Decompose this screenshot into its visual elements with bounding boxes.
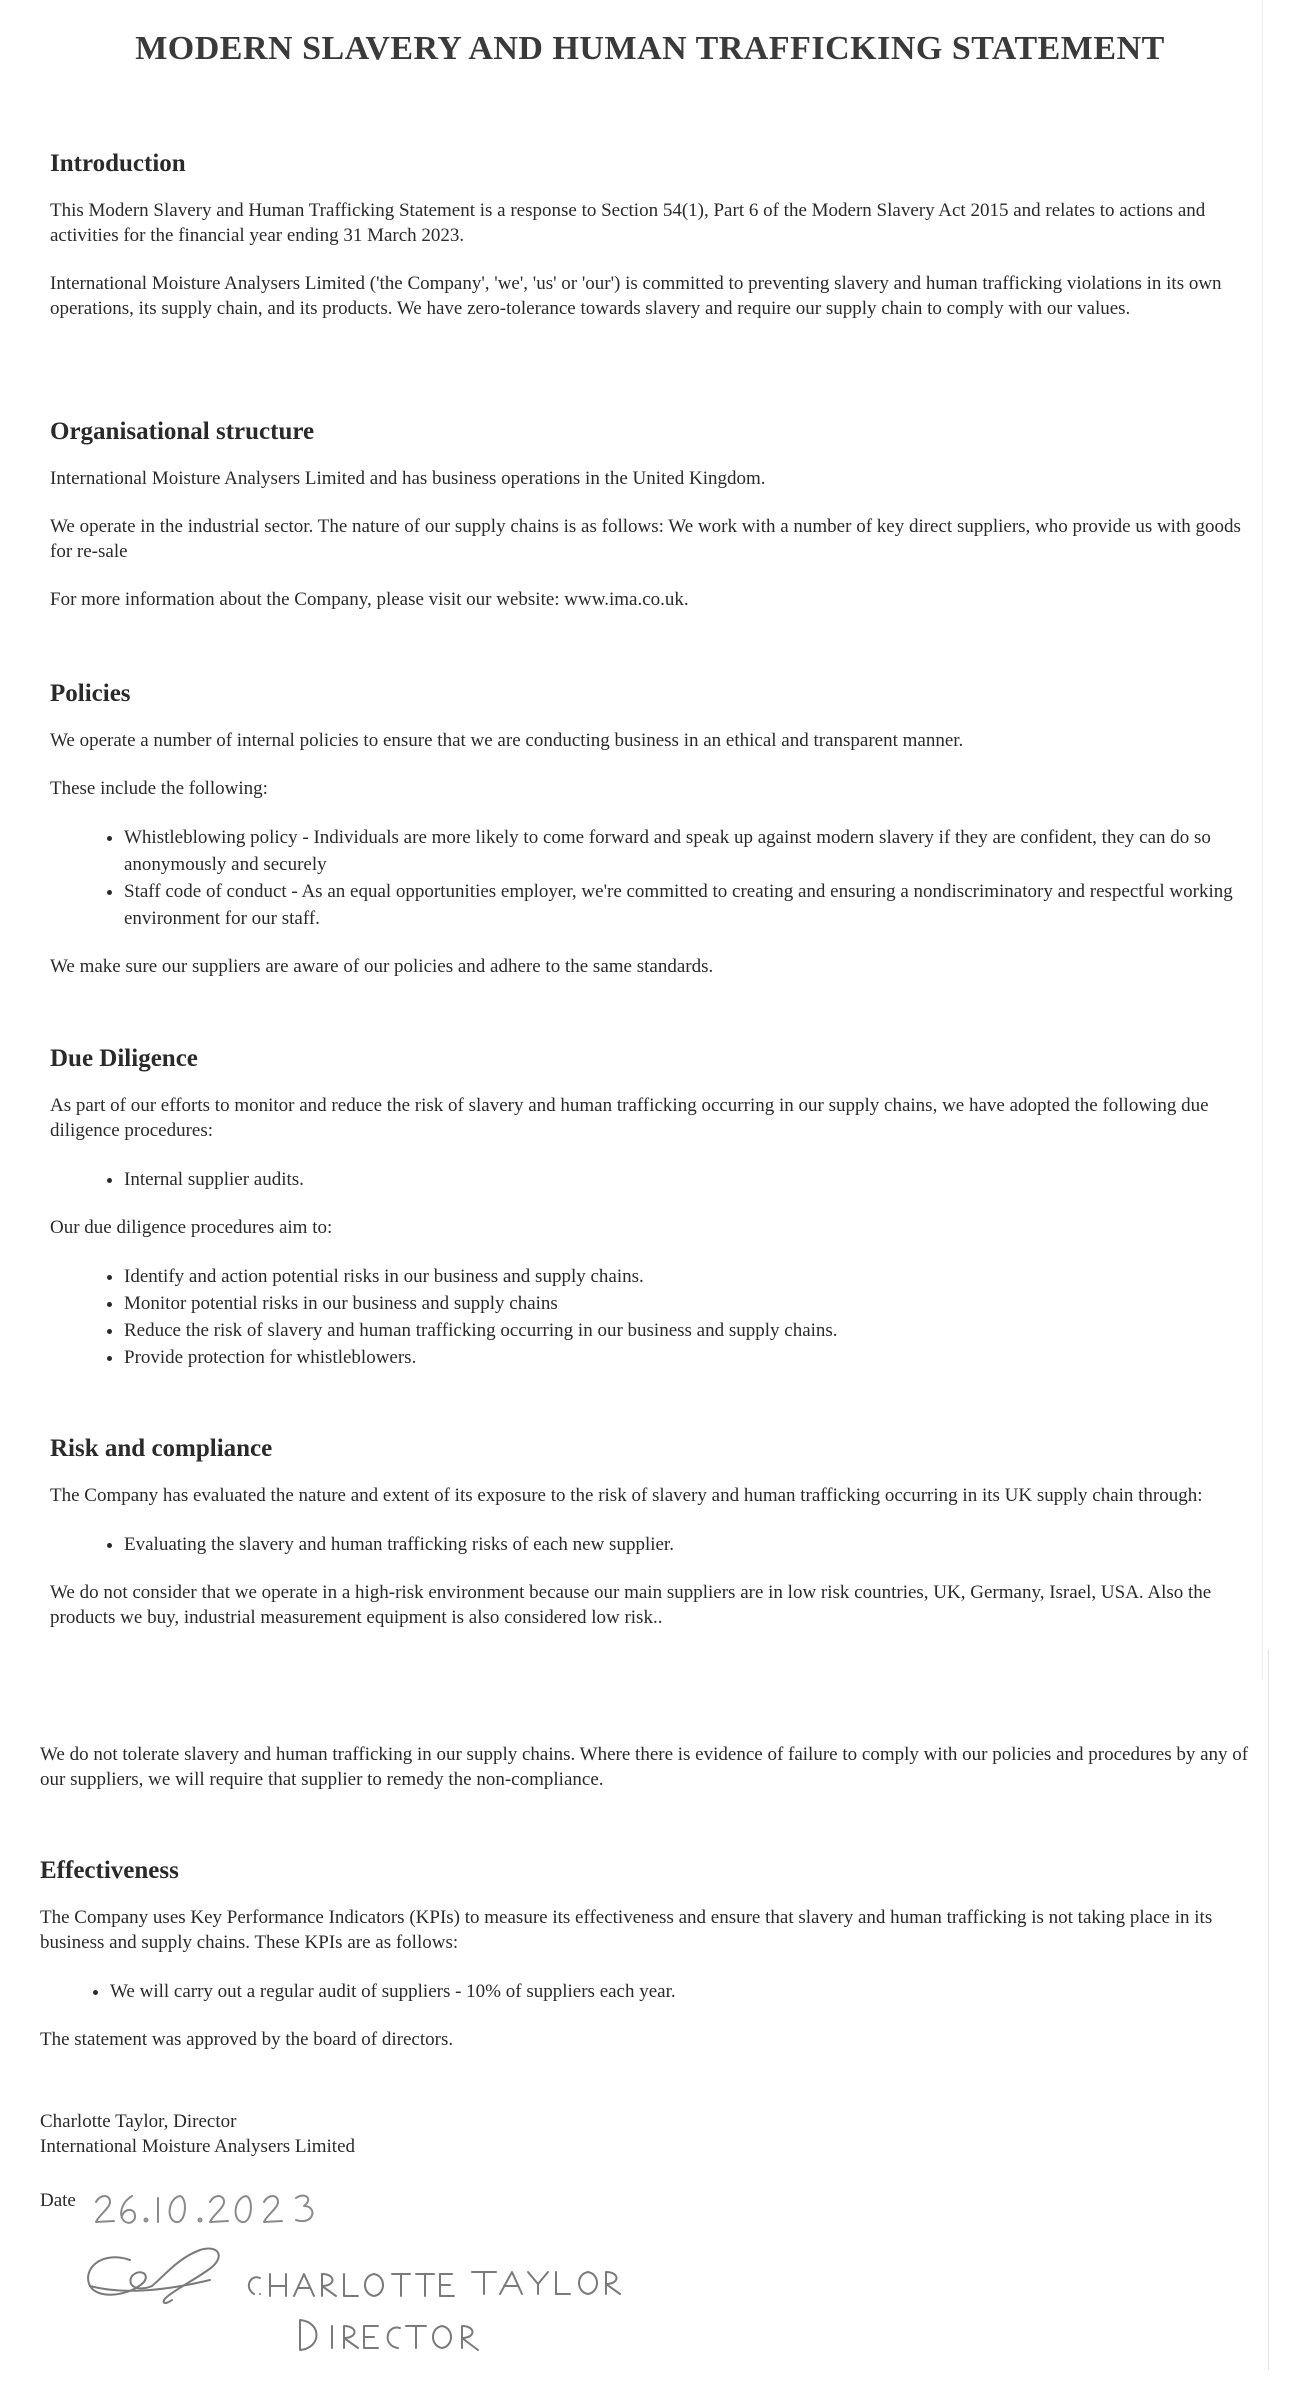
- section-due-diligence: [50, 1045, 1250, 1393]
- signatory-company: International Moisture Analysers Limited: [40, 2136, 356, 2157]
- aims-list: [50, 1263, 1250, 1371]
- handwritten-date: [92, 2184, 352, 2234]
- paragraph: These include the following:: [50, 778, 268, 799]
- paragraph: The Company has evaluated the nature and extent of its exposure to the risk of slavery and human trafficking occurring in its UK supply chain through:: [50, 1485, 1203, 1506]
- list-item: • Internal supplier audits.: [124, 1166, 1250, 1193]
- paragraph: We make sure our suppliers are aware of our policies and adhere to the same standards.: [50, 956, 714, 977]
- scan-edge-line: [1268, 1650, 1269, 2370]
- section-risk-compliance-continued: [40, 1742, 1255, 1815]
- section-policies: [50, 680, 1250, 1002]
- handwritten-signature: [60, 2230, 760, 2380]
- signoff-block: [40, 2109, 1255, 2159]
- date-label: Date: [40, 2190, 76, 2211]
- policy-list: [50, 824, 1250, 932]
- signature-area: [60, 2230, 760, 2380]
- paragraph: International Moisture Analysers Limited and has business operations in the United Kingdom.: [50, 468, 766, 489]
- list-item: • Reduce the risk of slavery and human trafficking occurring in our business and supply chains.: [124, 1317, 1250, 1344]
- paragraph: The statement was approved by the board of directors.: [40, 2029, 454, 2050]
- paragraph: Our due diligence procedures aim to:: [50, 1217, 333, 1238]
- paragraph: This Modern Slavery and Human Trafficking Statement is a response to Section 54(1), Part 6 of the Modern Slavery Act 2015 and relates to actions and activities for the financial year ending 31 March 2023.: [50, 200, 1206, 246]
- section-heading: Effectiveness: [40, 1857, 179, 1884]
- list-item: • Whistleblowing policy - Individuals are more likely to come forward and speak up against modern slavery if they are confident, they can do so anonymously and securely: [124, 824, 1250, 878]
- signatory-name: Charlotte Taylor, Director: [40, 2111, 237, 2132]
- section-heading: Organisational structure: [50, 418, 315, 445]
- paragraph: We do not tolerate slavery and human trafficking in our supply chains. Where there is evidence of failure to comply with our policies and procedures by any of our suppliers, we will require that supplier to remedy the non-compliance.: [40, 1744, 1249, 1790]
- risk-list: [50, 1531, 1250, 1558]
- list-item: • Evaluating the slavery and human trafficking risks of each new supplier.: [124, 1531, 1250, 1558]
- list-item: • We will carry out a regular audit of suppliers - 10% of suppliers each year.: [110, 1978, 1255, 2005]
- scan-edge-line: [1262, 0, 1263, 1680]
- paragraph: We do not consider that we operate in a high-risk environment because our main suppliers are in low risk countries, UK, Germany, Israel, USA. Also the products we buy, industrial measurement equipment is also considered low risk..: [50, 1582, 1212, 1628]
- section-effectiveness: [40, 1857, 1255, 2075]
- section-heading: Due Diligence: [50, 1045, 198, 1072]
- list-item: • Identify and action potential risks in our business and supply chains.: [124, 1263, 1250, 1290]
- section-heading: Introduction: [50, 150, 186, 177]
- section-heading: Policies: [50, 680, 131, 707]
- paragraph: For more information about the Company, please visit our website: www.ima.co.uk.: [50, 589, 689, 610]
- procedure-list: [50, 1166, 1250, 1193]
- section-organisational-structure: [50, 418, 1250, 635]
- list-item: • Monitor potential risks in our business and supply chains: [124, 1290, 1250, 1317]
- section-heading: Risk and compliance: [50, 1435, 273, 1462]
- section-introduction: [50, 150, 1250, 344]
- section-risk-compliance: [50, 1435, 1250, 1653]
- paragraph: We operate in the industrial sector. The nature of our supply chains is as follows: We work with a number of key direct suppliers, who provide us with goods for re-sale: [50, 516, 1241, 562]
- kpi-list: [40, 1978, 1255, 2005]
- list-item: • Staff code of conduct - As an equal opportunities employer, we're committed to creating and ensuring a nondiscriminatory and respectful working environment for our staff.: [124, 878, 1250, 932]
- paragraph: We operate a number of internal policies to ensure that we are conducting business in an ethical and transparent manner.: [50, 730, 964, 751]
- paragraph: As part of our efforts to monitor and reduce the risk of slavery and human trafficking occurring in our supply chains, we have adopted the following due diligence procedures:: [50, 1095, 1209, 1141]
- list-item: • Provide protection for whistleblowers.: [124, 1344, 1250, 1371]
- paragraph: The Company uses Key Performance Indicators (KPIs) to measure its effectiveness and ensure that slavery and human trafficking is not taking place in its business and supply chains. These KPIs are as follows:: [40, 1907, 1213, 1953]
- document-title: MODERN SLAVERY AND HUMAN TRAFFICKING STATEMENT: [135, 30, 1165, 67]
- paragraph: International Moisture Analysers Limited ('the Company', 'we', 'us' or 'our') is committed to preventing slavery and human trafficking violations in its own operations, its supply chain, and its products. We have zero-tolerance towards slavery and require our supply chain to comply with our values.: [50, 273, 1222, 319]
